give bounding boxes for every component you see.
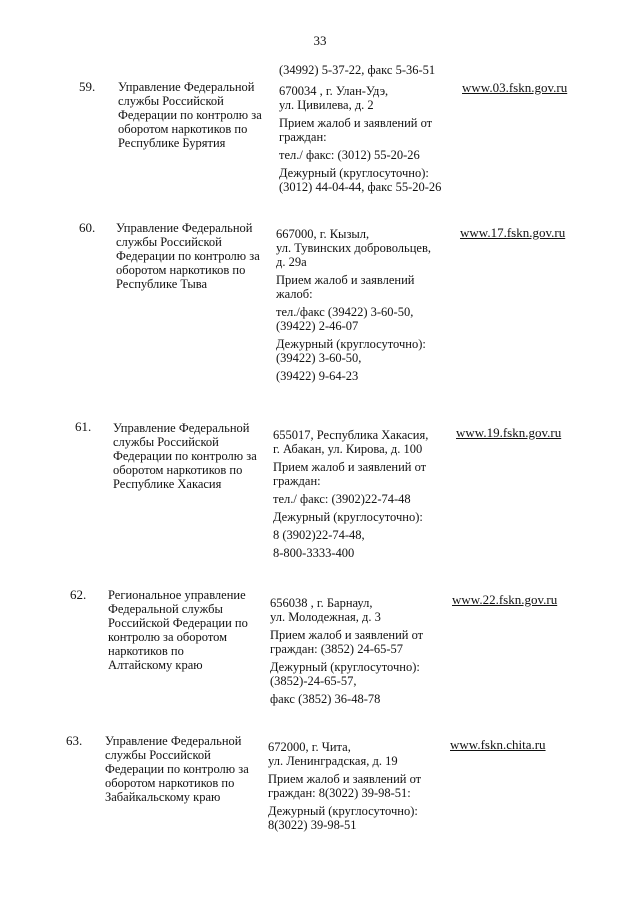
org-line: службы Российской bbox=[113, 435, 219, 449]
address-line: ул. Ленинградская, д. 19 bbox=[268, 754, 398, 768]
contact-line: Прием жалоб и заявлений bbox=[276, 273, 415, 287]
address-line: ул. Цивилева, д. 2 bbox=[279, 98, 374, 112]
contact-line: граждан: bbox=[279, 130, 327, 144]
org-line: Управление Федеральной bbox=[105, 734, 242, 748]
contact-line: жалоб: bbox=[276, 287, 313, 301]
org-line: Алтайскому краю bbox=[108, 658, 203, 672]
phone-line: 8 (3902)22-74-48, bbox=[273, 528, 365, 542]
website-link[interactable]: www.fskn.chita.ru bbox=[450, 737, 546, 752]
contact-block bbox=[270, 596, 460, 706]
contact-block bbox=[273, 428, 463, 560]
org-line: Федерации по контролю за bbox=[116, 249, 260, 263]
phone-line: тел./ факс: (3902)22-74-48 bbox=[273, 492, 411, 506]
org-line: службы Российской bbox=[105, 748, 211, 762]
contact-line: Прием жалоб и заявлений от bbox=[279, 116, 433, 130]
org-line: Управление Федеральной bbox=[118, 80, 255, 94]
contact-line: Прием жалоб и заявлений от bbox=[268, 772, 422, 786]
org-line: службы Российской bbox=[116, 235, 222, 249]
org-line: Республике Тыва bbox=[116, 277, 208, 291]
duty-line: Дежурный (круглосуточно): bbox=[270, 660, 420, 674]
address-line: 672000, г. Чита, bbox=[268, 740, 351, 754]
contact-block bbox=[268, 740, 458, 832]
duty-line: Дежурный (круглосуточно): bbox=[268, 804, 418, 818]
org-line: Федерации по контролю за bbox=[105, 762, 249, 776]
phone-line: факс (3852) 36-48-78 bbox=[270, 692, 381, 706]
website-link[interactable]: www.22.fskn.gov.ru bbox=[452, 592, 558, 607]
contact-block bbox=[279, 84, 469, 194]
org-line: Управление Федеральной bbox=[116, 221, 253, 235]
contact-line: Прием жалоб и заявлений от bbox=[273, 460, 427, 474]
org-line: оборотом наркотиков по bbox=[113, 463, 243, 477]
org-line: Федерации по контролю за bbox=[118, 108, 262, 122]
org-line: Федерации по контролю за bbox=[113, 449, 257, 463]
address-line: г. Абакан, ул. Кирова, д. 100 bbox=[273, 442, 423, 456]
duty-line: Дежурный (круглосуточно): bbox=[279, 166, 429, 180]
org-line: оборотом наркотиков по bbox=[118, 122, 248, 136]
org-line: Республике Бурятия bbox=[118, 136, 226, 150]
phone-line: 8-800-3333-400 bbox=[273, 546, 355, 560]
contact-line: Прием жалоб и заявлений от bbox=[270, 628, 424, 642]
website-link[interactable]: www.19.fskn.gov.ru bbox=[456, 425, 562, 440]
address-line: д. 29а bbox=[276, 255, 307, 269]
org-line: оборотом наркотиков по bbox=[105, 776, 235, 790]
phone-line: (39422) 2-46-07 bbox=[276, 319, 359, 333]
org-line: Региональное управление bbox=[108, 588, 246, 602]
entry-number: 61. bbox=[75, 419, 92, 434]
website-link[interactable]: www.03.fskn.gov.ru bbox=[462, 80, 568, 95]
address-line: 655017, Республика Хакасия, bbox=[273, 428, 429, 442]
phone-line: тел./ факс: (3012) 55-20-26 bbox=[279, 148, 420, 162]
org-line: службы Российской bbox=[118, 94, 224, 108]
entry-number: 63. bbox=[66, 733, 83, 748]
organization-name bbox=[108, 588, 278, 672]
address-line: 656038 , г. Барнаул, bbox=[270, 596, 373, 610]
org-line: Забайкальскому краю bbox=[105, 790, 221, 804]
contact-block bbox=[276, 227, 466, 383]
address-line: ул. Молодежная, д. 3 bbox=[270, 610, 381, 624]
address-line: 667000, г. Кызыл, bbox=[276, 227, 370, 241]
website-link[interactable]: www.17.fskn.gov.ru bbox=[460, 225, 566, 240]
phone-line: 8(3022) 39-98-51 bbox=[268, 818, 357, 832]
address-line: ул. Тувинских добровольцев, bbox=[276, 241, 431, 255]
org-line: оборотом наркотиков по bbox=[116, 263, 246, 277]
entry-number: 62. bbox=[70, 587, 87, 602]
phone-line: (3852)-24-65-57, bbox=[270, 674, 357, 688]
entry-number: 59. bbox=[79, 79, 96, 94]
org-line: Республике Хакасия bbox=[113, 477, 222, 491]
organization-name bbox=[118, 80, 288, 150]
phone-line: тел./факс (39422) 3-60-50, bbox=[276, 305, 414, 319]
org-line: Российской Федерации по bbox=[108, 616, 248, 630]
duty-line: Дежурный (круглосуточно): bbox=[276, 337, 426, 351]
org-line: Управление Федеральной bbox=[113, 421, 250, 435]
continued-phone-line: (34992) 5-37-22, факс 5-36-51 bbox=[279, 63, 436, 77]
contact-line: граждан: (3852) 24-65-57 bbox=[270, 642, 404, 656]
duty-line: Дежурный (круглосуточно): bbox=[273, 510, 423, 524]
phone-line: (39422) 9-64-23 bbox=[276, 369, 359, 383]
organization-name bbox=[113, 421, 283, 491]
phone-line: (39422) 3-60-50, bbox=[276, 351, 362, 365]
org-line: наркотиков по bbox=[108, 644, 184, 658]
organization-name bbox=[116, 221, 286, 291]
organization-name bbox=[105, 734, 275, 804]
contact-line: граждан: bbox=[273, 474, 321, 488]
page-number: 33 bbox=[313, 33, 327, 48]
org-line: Федеральной службы bbox=[108, 602, 223, 616]
address-line: 670034 , г. Улан-Удэ, bbox=[279, 84, 389, 98]
contact-line: граждан: 8(3022) 39-98-51: bbox=[268, 786, 411, 800]
org-line: контролю за оборотом bbox=[108, 630, 228, 644]
entry-number: 60. bbox=[79, 220, 96, 235]
phone-line: (3012) 44-04-44, факс 55-20-26 bbox=[279, 180, 442, 194]
